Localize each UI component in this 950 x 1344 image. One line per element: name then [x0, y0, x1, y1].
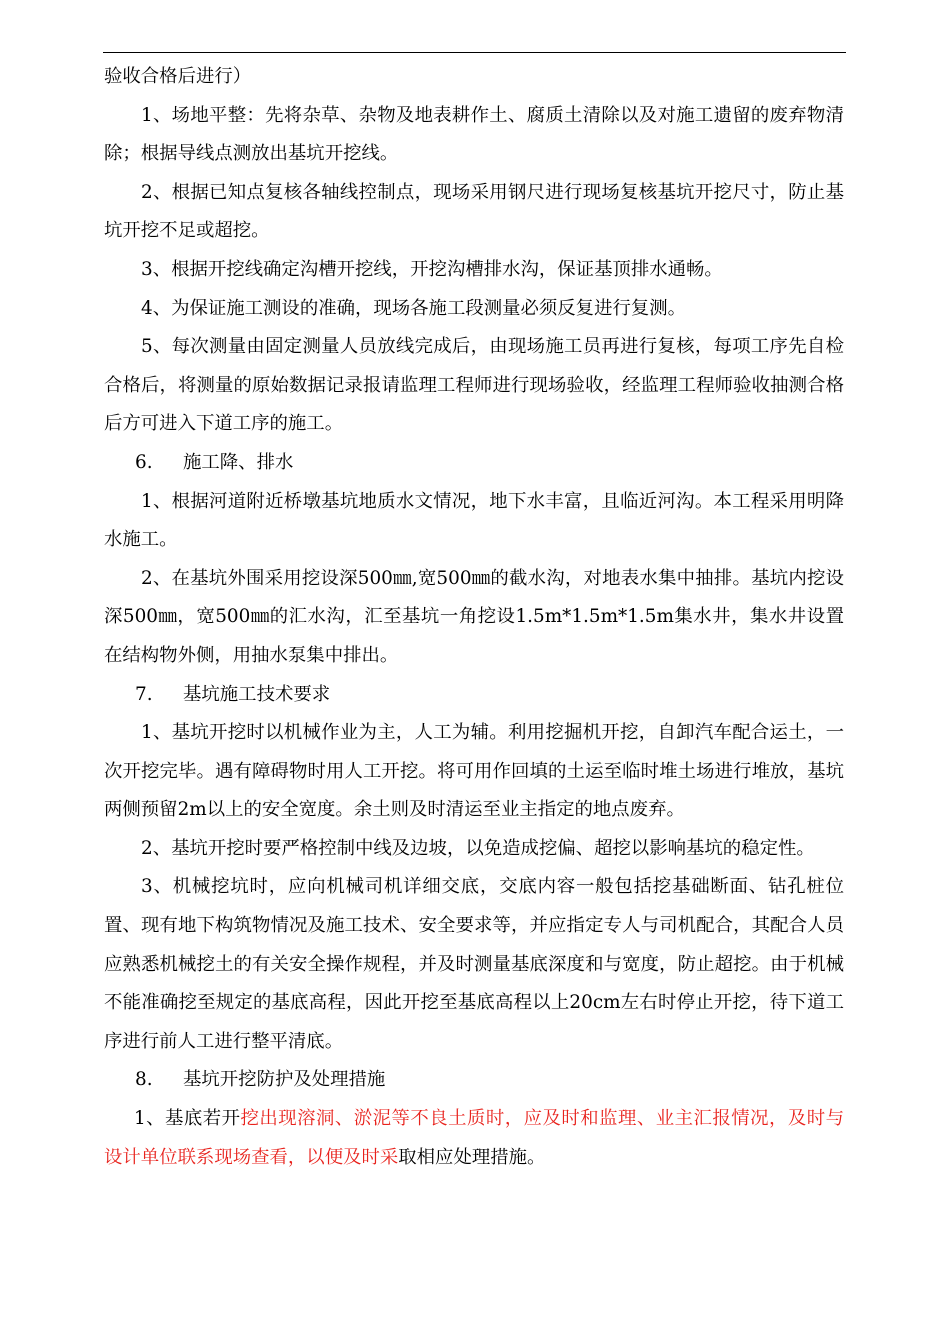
- section-7-paragraph-3: 3、机械挖坑时，应向机械司机详细交底，交底内容一般包括挖基础断面、钻孔桩位置、现有地下构筑物情况及施工技术、安全要求等，并应指定专人与司机配合，其配合人员应熟悉机械挖土的有关安全操作规程，并及时测量基底深度和与宽度，防止超挖。由于机械不能准确挖至规定的基底高程，因此开挖至基底高程以上20cm左右时停止开挖，待下道工序进行前人工进行整平清底。: [104, 876, 844, 1052]
- section-8-number: 8.: [135, 1069, 153, 1091]
- section-6-title: 施工降、排水: [183, 451, 294, 473]
- section-6-number: 6.: [135, 451, 153, 473]
- paragraph-3: 3、根据开挖线确定沟槽开挖线，开挖沟槽排水沟，保证基顶排水通畅。: [141, 258, 723, 280]
- document-body: [104, 58, 844, 1177]
- section-6-paragraph-2: 2、在基坑外围采用挖设深500㎜,宽500㎜的截水沟，对地表水集中抽排。基坑内挖设深500㎜，宽500㎜的汇水沟，汇至基坑一角挖设1.5m*1.5m*1.5m集水井，集水井设置在结构物外侧，用抽水泵集中排出。: [104, 567, 844, 666]
- section-8-p1-end: 取相应处理措施。: [398, 1146, 546, 1168]
- section-8-heading: [104, 1061, 844, 1100]
- paragraph-5: 5、每次测量由固定测量人员放线完成后，由现场施工员再进行复核，每项工序先自检合格后，将测量的原始数据记录报请监理工程师进行现场验收，经监理工程师验收抽测合格后方可进入下道工序的施工。: [104, 336, 844, 435]
- section-7-number: 7.: [135, 683, 153, 705]
- section-6-heading: [104, 444, 844, 483]
- section-8-title: 基坑开挖防护及处理措施: [183, 1069, 386, 1091]
- section-7-paragraph-2: 2、基坑开挖时要严格控制中线及边坡，以免造成挖偏、超挖以影响基坑的稳定性。: [141, 837, 815, 859]
- continuation-line: 验收合格后进行）: [104, 66, 252, 87]
- header-rule: [103, 52, 846, 53]
- paragraph-1: 1、场地平整：先将杂草、杂物及地表耕作土、腐质土清除以及对施工遗留的废弃物清除；根据导线点测放出基坑开挖线。: [104, 104, 844, 165]
- section-8-paragraph-1: [104, 1100, 844, 1177]
- paragraph-2: 2、根据已知点复核各轴线控制点，现场采用钢尺进行现场复核基坑开挖尺寸，防止基坑开挖不足或超挖。: [104, 181, 844, 242]
- section-7-title: 基坑施工技术要求: [183, 683, 331, 705]
- section-8-p1-highlight: 挖出现溶洞、淤泥等不良土质时，应及时和监理、业主汇报情况，及时与设计单位联系现场查看，以便及时采: [104, 1108, 844, 1168]
- section-7-paragraph-1: 1、基坑开挖时以机械作业为主，人工为辅。利用挖掘机开挖，自卸汽车配合运土，一次开挖完毕。遇有障碍物时用人工开挖。将可用作回填的土运至临时堆土场进行堆放，基坑两侧预留2m以上的安全宽度。余土则及时清运至业主指定的地点废弃。: [104, 722, 844, 821]
- paragraph-4: 4、为保证施工测设的准确，现场各施工段测量必须反复进行复测。: [141, 297, 687, 319]
- section-8-p1-start: 1、基底若开: [134, 1108, 241, 1130]
- section-7-heading: [104, 676, 844, 715]
- section-6-paragraph-1: 1、根据河道附近桥墩基坑地质水文情况，地下水丰富，且临近河沟。本工程采用明降水施工。: [104, 490, 844, 551]
